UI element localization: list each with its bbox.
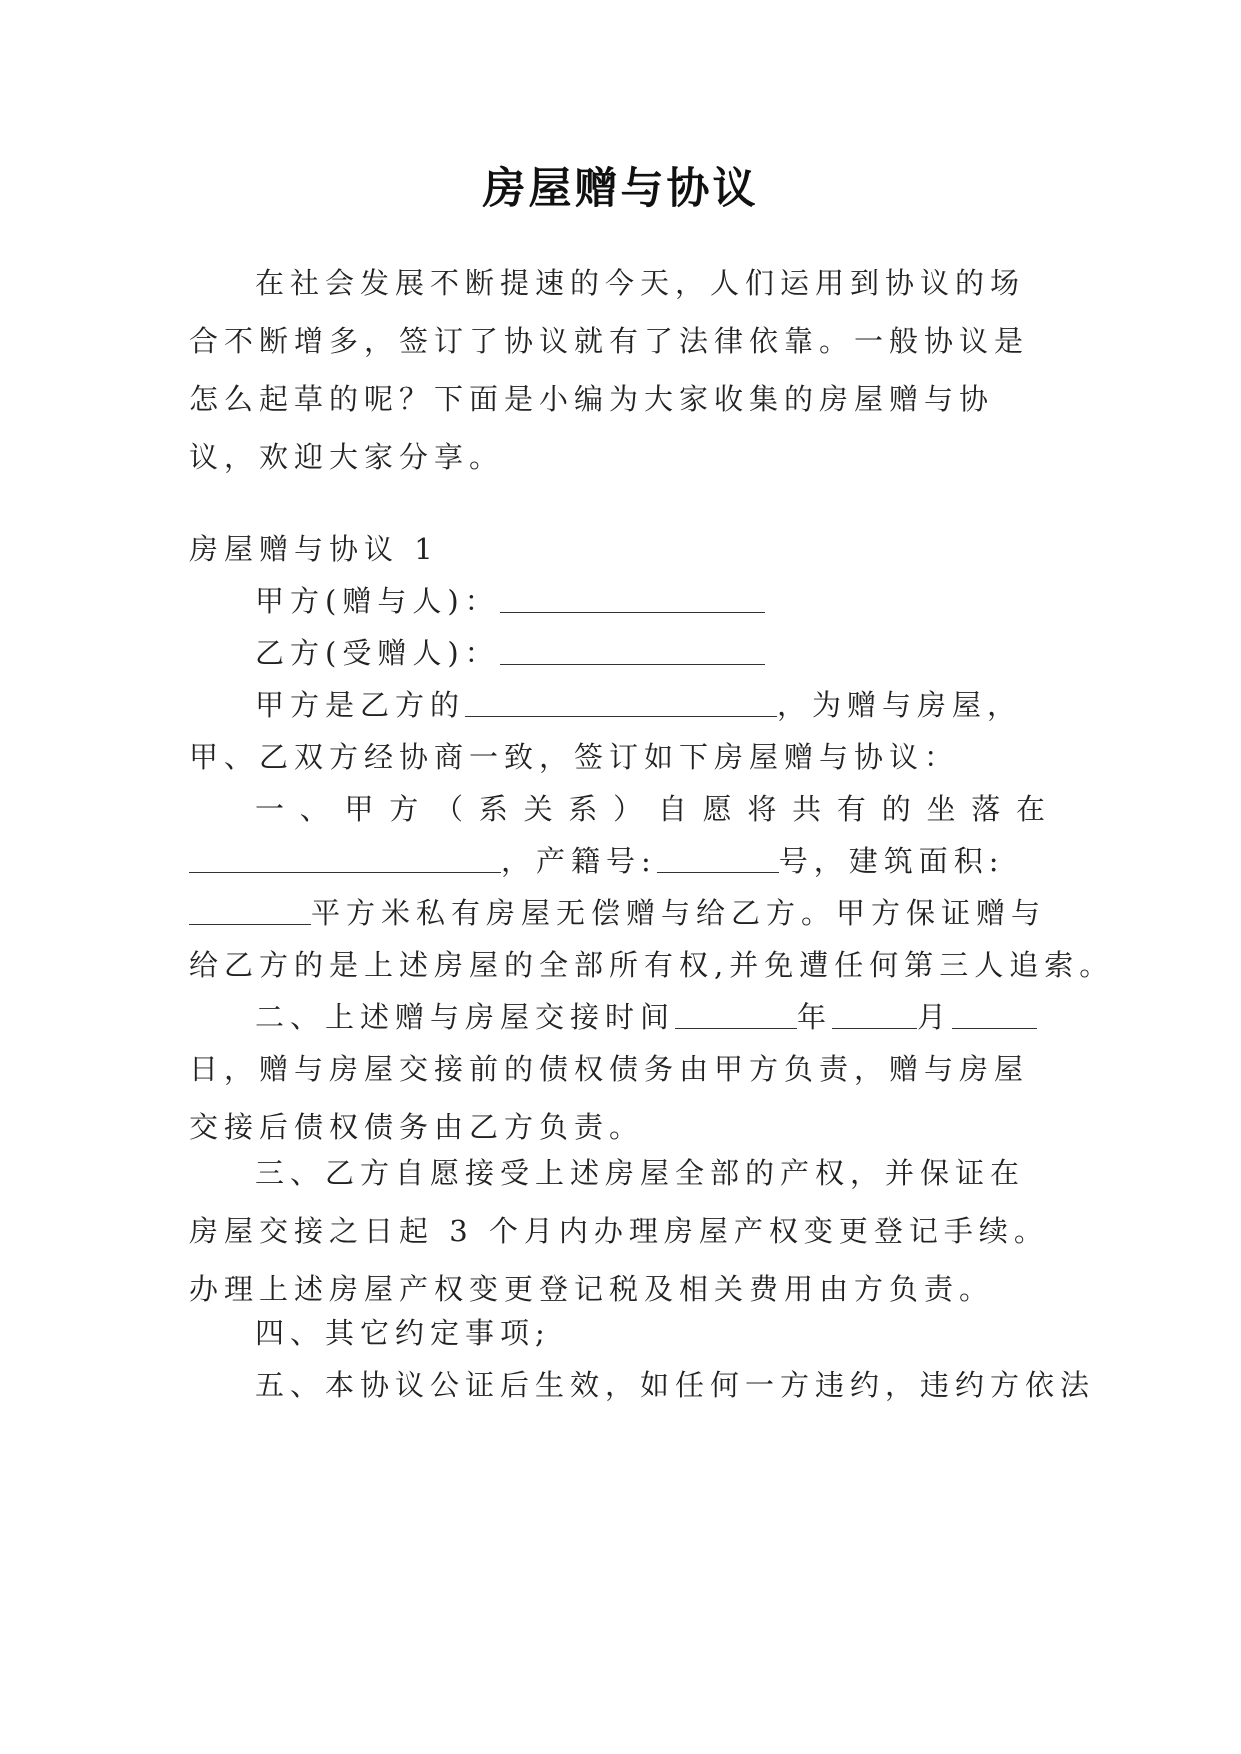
clause5: 五、本协议公证后生效，如任何一方违约，违约方依法 [255, 1368, 1096, 1402]
year-blank [675, 1002, 797, 1029]
clause1-line1: 一、甲方（系关系）自愿将共有的坐落在 [255, 792, 1051, 826]
party-a-label: 甲方(赠与人)： [255, 584, 500, 618]
party-a-line [255, 579, 765, 620]
area-blank [189, 898, 311, 925]
clause1-line3-text: 平方米私有房屋无偿赠与给乙方。甲方保证赠与 [311, 896, 1047, 930]
clause2-body: 日，赠与房屋交接前的债权债务由甲方负责，赠与房屋交接后债权债务由乙方负责。 [189, 1052, 1030, 1144]
page-title: 房屋赠与协议 [482, 164, 759, 214]
clause1-line2 [189, 839, 1005, 880]
clause1-line4: 给乙方的是上述房屋的全部所有权,并免遭任何第三人追索。 [189, 948, 1115, 982]
party-b-blank [500, 638, 765, 665]
clause1-line3 [189, 891, 1046, 932]
relation-blank [465, 690, 777, 717]
register-blank [657, 846, 779, 873]
relation-line-2: 甲、乙双方经协商一致，签订如下房屋赠与协议： [189, 740, 960, 774]
relation-line [255, 683, 1022, 724]
section-heading: 房屋赠与协议 1 [189, 532, 439, 566]
clause3: 三、乙方自愿接受上述房屋全部的产权，并保证在房屋交接之日起 3 个月内办理房屋产权变更登记手续。办理上述房屋产权变更登记税及相关费用由方负责。 [189, 1156, 1049, 1306]
party-b-line [255, 631, 765, 672]
location-blank [189, 846, 501, 873]
area-label: 号，建筑面积: [778, 844, 1005, 878]
party-b-label: 乙方(受赠人)： [255, 636, 500, 670]
day-blank [952, 1002, 1037, 1029]
party-a-blank [500, 586, 765, 613]
month-label: 月 [917, 1000, 953, 1034]
register-label: ，产籍号: [501, 844, 657, 878]
intro-paragraph: 在社会发展不断提速的今天，人们运用到协议的场合不断增多，签订了协议就有了法律依靠。一般协议是怎么起草的呢？下面是小编为大家收集的房屋赠与协议，欢迎大家分享。 [189, 266, 1030, 474]
year-label: 年 [797, 1000, 833, 1034]
clause2-prefix: 二、上述赠与房屋交接时间 [255, 1000, 676, 1034]
relation-prefix: 甲方是乙方的 [255, 688, 466, 722]
relation-suffix: ，为赠与房屋， [777, 688, 1023, 722]
clause2-line1 [255, 995, 1037, 1036]
clause4: 四、其它约定事项; [255, 1316, 551, 1350]
month-blank [832, 1002, 917, 1029]
